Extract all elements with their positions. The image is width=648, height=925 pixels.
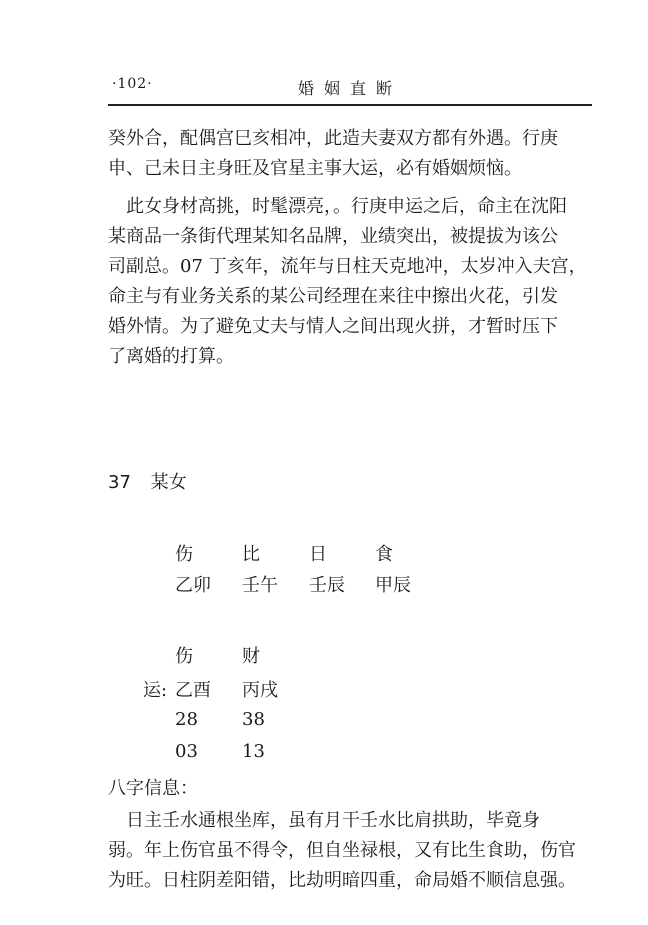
text-line: 婚外情。为了避免丈夫与情人之间出现火拼，才暂时压下 (108, 316, 558, 337)
paragraph-2 (108, 192, 592, 372)
luck-year-2: 13 (242, 741, 265, 762)
luck-pillar-1: 乙酉 (175, 680, 211, 701)
ten-god-hour: 食 (375, 544, 393, 565)
luck-age-1: 28 (175, 709, 198, 730)
text-line: 申、己未日主身旺及官星主事大运，必有婚姻烦恼。 (108, 158, 522, 179)
header-rule (108, 104, 592, 106)
pillar-year: 乙卯 (175, 575, 211, 596)
ten-god-month: 比 (242, 544, 260, 565)
case-number: 37 (108, 472, 131, 493)
text-line: 了离婚的打算。 (108, 346, 234, 367)
text-line: 弱。年上伤官虽不得令，但自坐禄根，又有比生食助，伤官 (108, 840, 576, 861)
luck-god-1: 伤 (175, 646, 193, 667)
page-header (112, 76, 592, 98)
case-heading (108, 468, 201, 494)
page-number: ·102· (112, 76, 153, 92)
text-line: 此女身材高挑，时髦漂亮，。行庚申运之后，命主在沈阳 (108, 196, 567, 217)
case-title: 某女 (150, 472, 187, 493)
pillar-hour: 甲辰 (375, 575, 411, 596)
luck-year-1: 03 (175, 741, 198, 762)
paragraph-1 (108, 124, 592, 184)
text-line: 为旺。日柱阴差阳错，比劫明暗四重，命局婚不顺信息强。 (108, 870, 576, 891)
analysis-paragraph (108, 806, 592, 896)
luck-label: 运: (143, 680, 168, 701)
ten-god-day: 日 (309, 544, 327, 565)
text-line: 命主与有业务关系的某公司经理在来往中擦出火花，引发 (108, 286, 558, 307)
pillar-day: 壬辰 (309, 575, 345, 596)
text-line: 癸外合，配偶宫巳亥相冲，此造夫妻双方都有外遇。行庚 (108, 128, 558, 149)
running-title: 婚姻直断 (298, 79, 403, 98)
luck-god-2: 财 (242, 646, 260, 667)
pillar-month: 壬午 (242, 575, 278, 596)
luck-pillar-2: 丙戌 (242, 680, 278, 701)
luck-age-2: 38 (242, 709, 265, 730)
text-line: 日主壬水通根坐库，虽有月干壬水比肩拱助，毕竟身 (108, 810, 540, 831)
section-label: 八字信息： (108, 778, 198, 799)
text-line: 某商品一条街代理某知名品牌，业绩突出，被提拔为该公 (108, 226, 558, 247)
text-line: 司副总。07 丁亥年，流年与日柱天克地冲，太岁冲入夫宫， (108, 256, 587, 277)
ten-god-year: 伤 (175, 544, 193, 565)
